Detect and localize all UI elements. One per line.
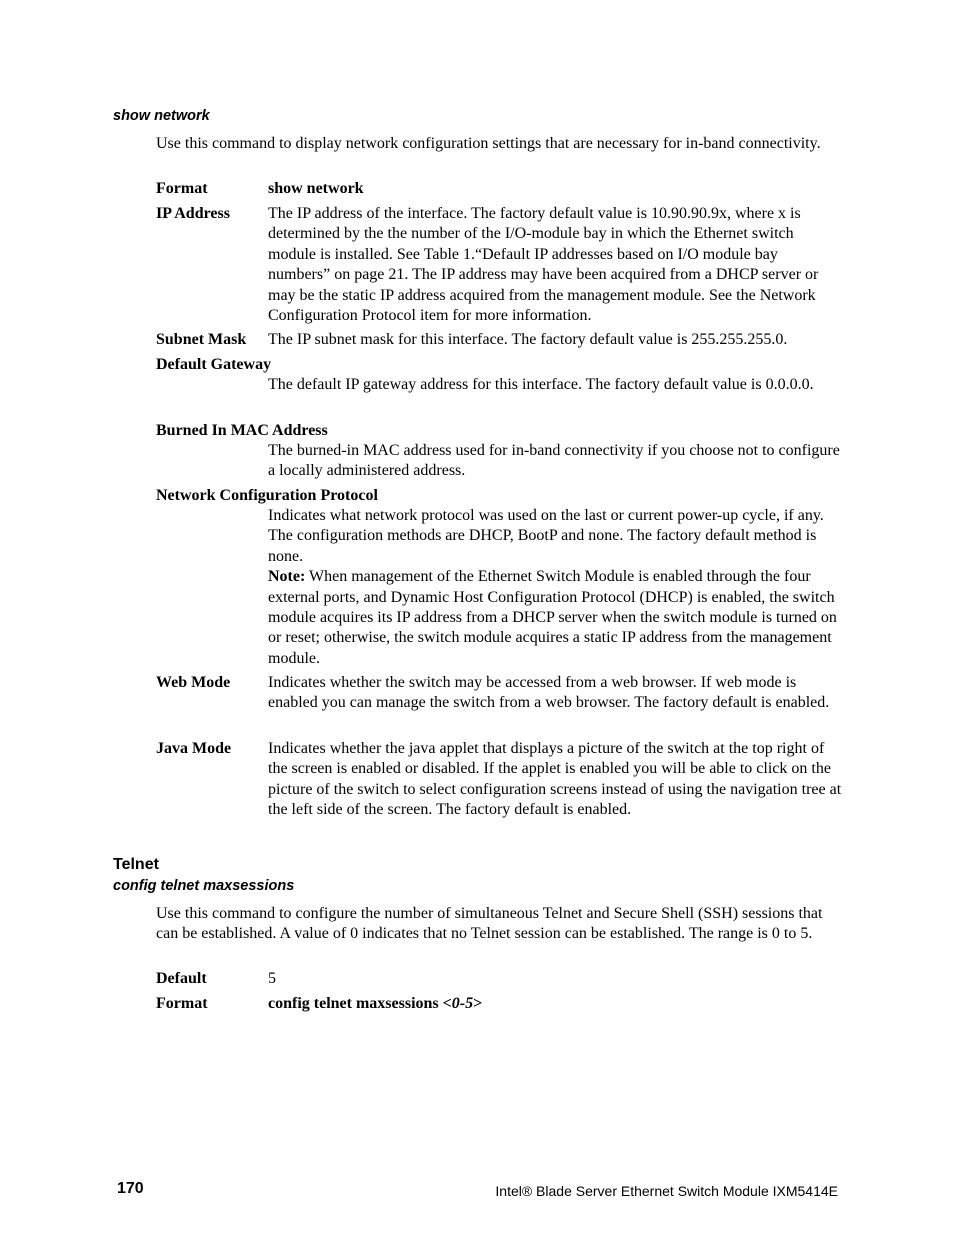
command-heading-show-network: show network [113, 108, 210, 124]
field-term-subnet-mask: Subnet Mask [156, 331, 247, 348]
show-network-intro: Use this command to display network configuration settings that are necessary for in-band connectivity. [156, 135, 821, 152]
field-term-network-config-protocol: Network Configuration Protocol [156, 487, 378, 504]
field-desc-burned-in-mac: The burned-in MAC address used for in-band connectivity if you choose not to configure a locally administered address. [268, 442, 840, 480]
page-number: 170 [117, 1180, 144, 1197]
default-value: 5 [268, 970, 276, 987]
format-value: show network [268, 180, 364, 197]
section-heading-telnet: Telnet [113, 856, 159, 873]
field-term-java-mode: Java Mode [156, 740, 232, 757]
format-end: > [473, 995, 483, 1012]
note-text: When management of the Ethernet Switch Module is enabled through the four external ports, and Dynamic Host Configuration Protocol (DHCP) is enabled, the switch module acquires its IP address from a DHCP server when the switch module is turned on or reset; otherwise, the switch module acquires a static IP address from the management module. [268, 568, 837, 667]
telnet-format-value [268, 994, 843, 1014]
network-config-protocol-text: Indicates what network protocol was used on the last or current power-up cycle, if any. The configuration methods are DHCP, BootP and none. The factory default method is none. [268, 507, 824, 565]
format-label: Format [156, 180, 208, 197]
field-term-burned-in-mac: Burned In MAC Address [156, 422, 328, 439]
document-title: Intel® Blade Server Ethernet Switch Module IXM5414E [495, 1183, 838, 1199]
format-argument: 0-5 [451, 995, 474, 1012]
field-term-ip-address: IP Address [156, 205, 230, 222]
field-desc-web-mode: Indicates whether the switch may be accessed from a web browser. If web mode is enabled you can manage the switch from a web browser. The factory default is enabled. [268, 674, 830, 712]
format-command: config telnet maxsessions < [268, 995, 452, 1012]
field-term-default-gateway: Default Gateway [156, 356, 272, 373]
default-label: Default [156, 970, 207, 987]
field-desc-network-config-protocol [268, 506, 843, 669]
field-term-web-mode: Web Mode [156, 674, 231, 691]
note-label: Note: [268, 568, 306, 586]
field-desc-default-gateway: The default IP gateway address for this interface. The factory default value is 0.0.0.0. [268, 376, 814, 393]
field-desc-java-mode: Indicates whether the java applet that displays a picture of the switch at the top right of the screen is enabled or disabled. If the applet is enabled you will be able to click on the picture of the switch to select configuration screens instead of using the navigation tree at the left side of the screen. The factory default is enabled. [268, 740, 842, 819]
telnet-format-label: Format [156, 995, 208, 1012]
command-heading-config-telnet-maxsessions: config telnet maxsessions [113, 878, 295, 894]
network-config-protocol-note [268, 567, 843, 669]
field-desc-ip-address: The IP address of the interface. The factory default value is 10.90.90.9x, where x is determined by the the number of the I/O-module bay in which the Ethernet switch module is installed. See Table 1.“Default IP addresses based on I/O module bay numbers” on page 21. The IP address may have been acquired from a DHCP server or may be the static IP address acquired from the management module. See the Network Configuration Protocol item for more information. [268, 205, 819, 325]
field-desc-subnet-mask: The IP subnet mask for this interface. The factory default value is 255.255.255.0. [268, 331, 788, 348]
telnet-intro: Use this command to configure the number of simultaneous Telnet and Secure Shell (SSH) sessions that can be established. A value of 0 indicates that no Telnet session can be established. The range is 0 to 5. [156, 905, 823, 943]
